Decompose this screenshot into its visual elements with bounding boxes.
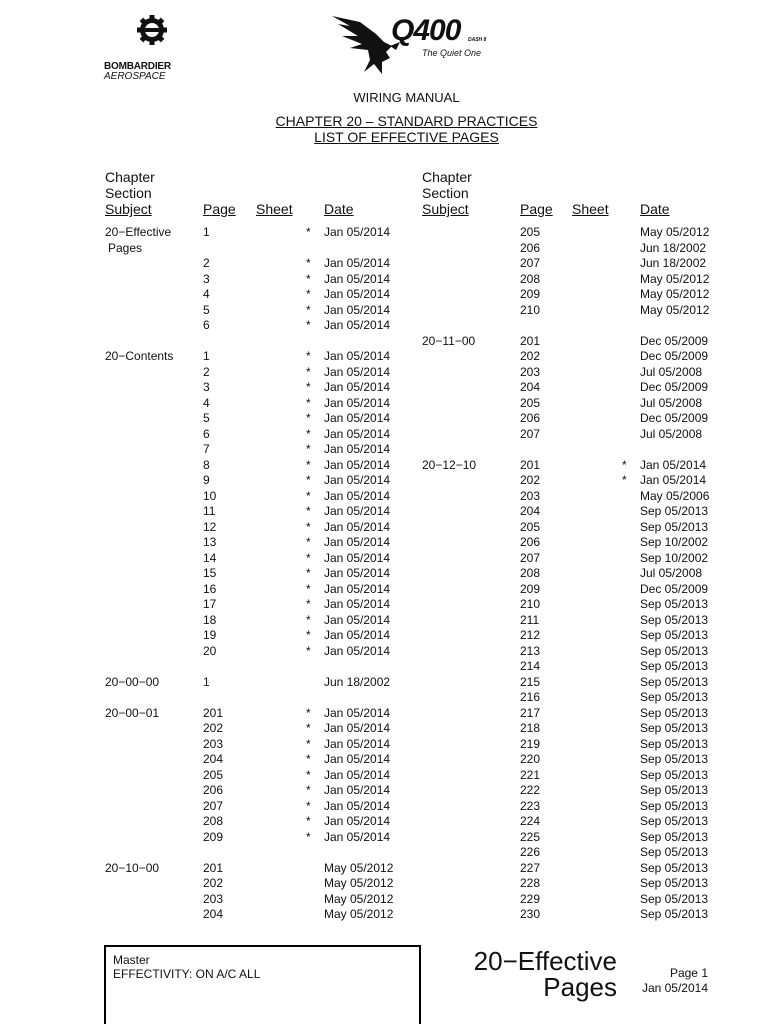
row-page: 226 (520, 845, 541, 859)
footer-chapter-label-line2: Pages (543, 972, 617, 1002)
row-date: Sep 10/2002 (640, 550, 709, 565)
row-page: 4 (203, 395, 210, 410)
row-page: 228 (520, 876, 541, 890)
footer-master: Master (113, 953, 150, 967)
row-page: 227 (520, 860, 541, 875)
row-sheet-marker: * (306, 225, 311, 239)
row-page: 206 (520, 535, 541, 549)
row-sheet-marker: * (306, 643, 311, 658)
row-date: Jan 05/2014 (324, 426, 391, 441)
row-date: Jan 05/2014 (324, 612, 391, 627)
row-date: Jan 05/2014 (324, 271, 391, 286)
row-date: Sep 05/2013 (640, 721, 709, 735)
row-page: 225 (520, 829, 541, 844)
row-sheet-marker: * (306, 395, 311, 410)
footer-date: Jan 05/2014 (641, 981, 708, 995)
row-page: 213 (520, 643, 541, 658)
row-page: 207 (520, 256, 541, 270)
row-sheet-marker: * (306, 736, 311, 751)
row-date: Sep 05/2013 (640, 814, 709, 828)
row-date: Jan 05/2014 (324, 705, 391, 720)
row-page: 6 (203, 426, 210, 441)
row-page: 230 (520, 907, 541, 921)
row-page: 206 (203, 783, 224, 797)
row-page: 203 (203, 736, 224, 751)
col-header-subject: Subject (105, 201, 152, 217)
row-page: 201 (203, 705, 224, 720)
row-page: 221 (520, 767, 541, 782)
row-sheet-marker: * (306, 380, 311, 394)
row-date: Sep 05/2013 (640, 783, 709, 797)
row-page: 202 (520, 473, 541, 487)
row-sheet-marker: * (306, 287, 311, 301)
row-sheet-marker: * (306, 721, 311, 735)
row-page: 202 (520, 349, 541, 363)
row-page: 222 (520, 783, 541, 797)
col-header-page: Page (203, 201, 236, 217)
footer-effectivity: EFFECTIVITY: ON A/C ALL (113, 967, 261, 981)
col-header-chapter: Chapter (105, 169, 155, 185)
row-date: Jan 05/2014 (324, 550, 391, 565)
row-date: Jun 18/2002 (640, 240, 707, 255)
col-header-page: Page (520, 201, 553, 217)
row-date: Dec 05/2009 (640, 380, 709, 394)
row-subject: 20−00−00 (105, 674, 160, 689)
row-date: Sep 05/2013 (640, 845, 709, 859)
row-sheet-marker: * (622, 457, 627, 472)
row-date: Dec 05/2009 (640, 411, 709, 425)
row-sheet-marker: * (306, 612, 311, 627)
row-date: May 05/2012 (324, 907, 394, 921)
row-sheet-marker: * (306, 798, 311, 813)
row-page: 9 (203, 473, 210, 487)
row-date: Jan 05/2014 (324, 504, 391, 518)
row-date: Sep 05/2013 (640, 597, 709, 611)
row-sheet-marker: * (306, 829, 311, 844)
row-date: Jul 05/2008 (640, 426, 703, 441)
row-date: Sep 05/2013 (640, 705, 709, 720)
row-page: 201 (520, 333, 541, 348)
row-date: Jan 05/2014 (324, 566, 391, 580)
row-date: Jan 05/2014 (324, 581, 391, 596)
row-page: 217 (520, 705, 541, 720)
row-page: 7 (203, 442, 210, 456)
row-page: 212 (520, 628, 541, 642)
row-date: May 05/2012 (640, 287, 710, 301)
row-date: May 05/2006 (640, 488, 710, 503)
row-date: Sep 05/2013 (640, 612, 709, 627)
row-date: Sep 05/2013 (640, 829, 709, 844)
row-subject: 20−12−10 (422, 457, 477, 472)
row-page: 219 (520, 736, 541, 751)
company-subname: AEROSPACE (104, 71, 166, 82)
footer-chapter-label: 20−Effective (473, 946, 617, 976)
row-date: Jun 18/2002 (324, 674, 391, 689)
row-sheet-marker: * (306, 256, 311, 270)
row-sheet-marker: * (306, 302, 311, 317)
row-date: Sep 05/2013 (640, 519, 709, 534)
row-page: 1 (203, 225, 210, 239)
row-date: Sep 05/2013 (640, 891, 709, 906)
row-date: Jan 05/2014 (324, 736, 391, 751)
row-page: 12 (203, 519, 217, 534)
row-date: Sep 05/2013 (640, 876, 709, 890)
row-page: 205 (203, 767, 224, 782)
list-title: LIST OF EFFECTIVE PAGES (314, 129, 499, 145)
row-date: Jan 05/2014 (324, 488, 391, 503)
row-sheet-marker: * (306, 519, 311, 534)
row-page: 204 (520, 380, 541, 394)
row-sheet-marker: * (306, 628, 311, 642)
effectivity-box (104, 945, 421, 1024)
row-date: Jan 05/2014 (324, 597, 391, 611)
row-sheet-marker: * (306, 752, 311, 766)
row-date: Jan 05/2014 (324, 411, 391, 425)
row-subject: Pages (108, 240, 143, 255)
row-sheet-marker: * (306, 566, 311, 580)
row-page: 207 (203, 798, 224, 813)
row-date: Jan 05/2014 (324, 752, 391, 766)
row-sheet-marker: * (306, 271, 311, 286)
row-page: 208 (520, 566, 541, 580)
row-date: May 05/2012 (324, 860, 394, 875)
row-page: 216 (520, 690, 541, 704)
row-sheet-marker: * (306, 581, 311, 596)
row-page: 207 (520, 550, 541, 565)
row-date: Jan 05/2014 (324, 783, 391, 797)
row-sheet-marker: * (306, 411, 311, 425)
row-page: 209 (203, 829, 224, 844)
row-date: Sep 05/2013 (640, 674, 709, 689)
row-sheet-marker: * (306, 349, 311, 363)
row-page: 206 (520, 240, 541, 255)
row-subject: 20−10−00 (105, 860, 160, 875)
col-header-date: Date (640, 201, 670, 217)
row-page: 13 (203, 535, 217, 549)
row-date: Sep 05/2013 (640, 659, 709, 673)
row-date: Jan 05/2014 (324, 442, 391, 456)
row-page: 207 (520, 426, 541, 441)
row-date: Jan 05/2014 (324, 457, 391, 472)
row-date: Sep 05/2013 (640, 690, 709, 704)
row-page: 1 (203, 674, 210, 689)
row-sheet-marker: * (306, 597, 311, 611)
row-page: 214 (520, 659, 541, 673)
row-page: 201 (203, 860, 224, 875)
row-page: 218 (520, 721, 541, 735)
row-date: Jan 05/2014 (324, 318, 391, 332)
row-date: Jan 05/2014 (324, 829, 391, 844)
row-date: Sep 10/2002 (640, 535, 709, 549)
row-date: Sep 05/2013 (640, 643, 709, 658)
row-date: Jan 05/2014 (640, 473, 707, 487)
row-sheet-marker: * (306, 488, 311, 503)
row-date: Jul 05/2008 (640, 395, 703, 410)
row-page: 19 (203, 628, 217, 642)
col-header-date: Date (324, 201, 354, 217)
row-page: 8 (203, 457, 210, 472)
row-page: 3 (203, 380, 210, 394)
row-subject: 20−00−01 (105, 705, 160, 720)
row-date: Jan 05/2014 (324, 814, 391, 828)
row-page: 11 (203, 504, 216, 518)
row-sheet-marker: * (306, 550, 311, 565)
row-date: Dec 05/2009 (640, 349, 709, 363)
col-header-subject: Subject (422, 201, 469, 217)
row-page: 206 (520, 411, 541, 425)
row-page: 2 (203, 256, 210, 270)
row-page: 220 (520, 752, 541, 766)
row-date: Jul 05/2008 (640, 566, 703, 580)
row-date: Sep 05/2013 (640, 907, 709, 921)
row-date: Jan 05/2014 (324, 287, 391, 301)
row-page: 17 (203, 597, 217, 611)
row-page: 203 (520, 364, 541, 379)
row-date: Jan 05/2014 (324, 473, 391, 487)
manual-title: WIRING MANUAL (353, 90, 460, 105)
row-date: Jan 05/2014 (324, 767, 391, 782)
row-sheet-marker: * (306, 426, 311, 441)
row-page: 202 (203, 876, 224, 890)
row-page: 208 (203, 814, 224, 828)
row-date: May 05/2012 (640, 302, 710, 317)
row-date: Jan 05/2014 (324, 535, 391, 549)
row-date: Jan 05/2014 (324, 643, 391, 658)
row-page: 3 (203, 271, 210, 286)
row-page: 5 (203, 302, 210, 317)
row-date: Dec 05/2009 (640, 581, 709, 596)
row-date: Sep 05/2013 (640, 504, 709, 518)
company-name: BOMBARDIER (104, 61, 171, 72)
row-sheet-marker: * (306, 473, 311, 487)
row-page: 204 (520, 504, 541, 518)
row-page: 5 (203, 411, 210, 425)
row-sheet-marker: * (306, 783, 311, 797)
aircraft-dash: DASH 8 (468, 37, 487, 43)
row-page: 229 (520, 891, 541, 906)
row-page: 223 (520, 798, 541, 813)
row-date: Sep 05/2013 (640, 736, 709, 751)
row-date: May 05/2012 (324, 891, 394, 906)
row-date: Jan 05/2014 (324, 380, 391, 394)
row-page: 16 (203, 581, 217, 596)
row-page: 204 (203, 907, 224, 921)
aircraft-tagline: The Quiet One (422, 48, 482, 58)
row-subject: 20−Effective (105, 225, 172, 239)
row-page: 10 (203, 488, 217, 503)
row-date: Dec 05/2009 (640, 333, 709, 348)
row-date: May 05/2012 (640, 271, 710, 286)
row-page: 208 (520, 271, 541, 286)
chapter-title: CHAPTER 20 – STANDARD PRACTICES (275, 113, 538, 129)
row-page: 203 (520, 488, 541, 503)
row-date: May 05/2012 (324, 876, 394, 890)
row-page: 4 (203, 287, 210, 301)
row-page: 209 (520, 581, 541, 596)
row-date: Jan 05/2014 (324, 721, 391, 735)
row-page: 205 (520, 395, 541, 410)
col-header-chapter: Chapter (422, 169, 472, 185)
row-date: Sep 05/2013 (640, 767, 709, 782)
row-page: 1 (203, 349, 210, 363)
row-date: Jan 05/2014 (324, 519, 391, 534)
row-page: 201 (520, 457, 541, 472)
col-header-section: Section (105, 185, 152, 201)
row-date: Jan 05/2014 (324, 225, 391, 239)
row-page: 215 (520, 674, 541, 689)
row-page: 210 (520, 597, 541, 611)
row-page: 209 (520, 287, 541, 301)
row-page: 211 (520, 612, 540, 627)
row-sheet-marker: * (622, 473, 627, 487)
row-sheet-marker: * (306, 767, 311, 782)
row-sheet-marker: * (306, 814, 311, 828)
row-page: 205 (520, 519, 541, 534)
row-sheet-marker: * (306, 318, 311, 332)
row-sheet-marker: * (306, 705, 311, 720)
col-header-sheet: Sheet (572, 201, 609, 217)
row-page: 203 (203, 891, 224, 906)
row-page: 210 (520, 302, 541, 317)
row-page: 18 (203, 612, 217, 627)
aircraft-name: Q400 (391, 14, 461, 47)
row-date: Jan 05/2014 (640, 457, 707, 472)
row-page: 202 (203, 721, 224, 735)
footer-page-number: Page 1 (669, 966, 708, 980)
row-sheet-marker: * (306, 504, 311, 518)
row-subject: 20−11−00 (422, 333, 476, 348)
row-page: 204 (203, 752, 224, 766)
row-date: Jan 05/2014 (324, 302, 391, 317)
row-date: Jan 05/2014 (324, 349, 391, 363)
col-header-sheet: Sheet (256, 201, 293, 217)
row-date: Sep 05/2013 (640, 798, 709, 813)
row-date: Jan 05/2014 (324, 364, 391, 379)
row-date: Jul 05/2008 (640, 364, 703, 379)
row-sheet-marker: * (306, 535, 311, 549)
row-date: Jun 18/2002 (640, 256, 707, 270)
row-page: 20 (203, 643, 217, 658)
row-date: Jan 05/2014 (324, 395, 391, 410)
row-page: 14 (203, 550, 217, 565)
row-sheet-marker: * (306, 442, 311, 456)
col-header-section: Section (422, 185, 469, 201)
row-date: Sep 05/2013 (640, 752, 709, 766)
row-subject: 20−Contents (105, 349, 174, 363)
row-page: 205 (520, 225, 541, 239)
row-page: 224 (520, 814, 541, 828)
row-date: Jan 05/2014 (324, 256, 391, 270)
row-page: 15 (203, 566, 217, 580)
row-date: Jan 05/2014 (324, 798, 391, 813)
row-date: Sep 05/2013 (640, 860, 709, 875)
row-sheet-marker: * (306, 364, 311, 379)
row-page: 6 (203, 318, 210, 332)
row-date: May 05/2012 (640, 225, 710, 239)
row-date: Jan 05/2014 (324, 628, 391, 642)
row-sheet-marker: * (306, 457, 311, 472)
row-date: Sep 05/2013 (640, 628, 709, 642)
row-page: 2 (203, 364, 210, 379)
